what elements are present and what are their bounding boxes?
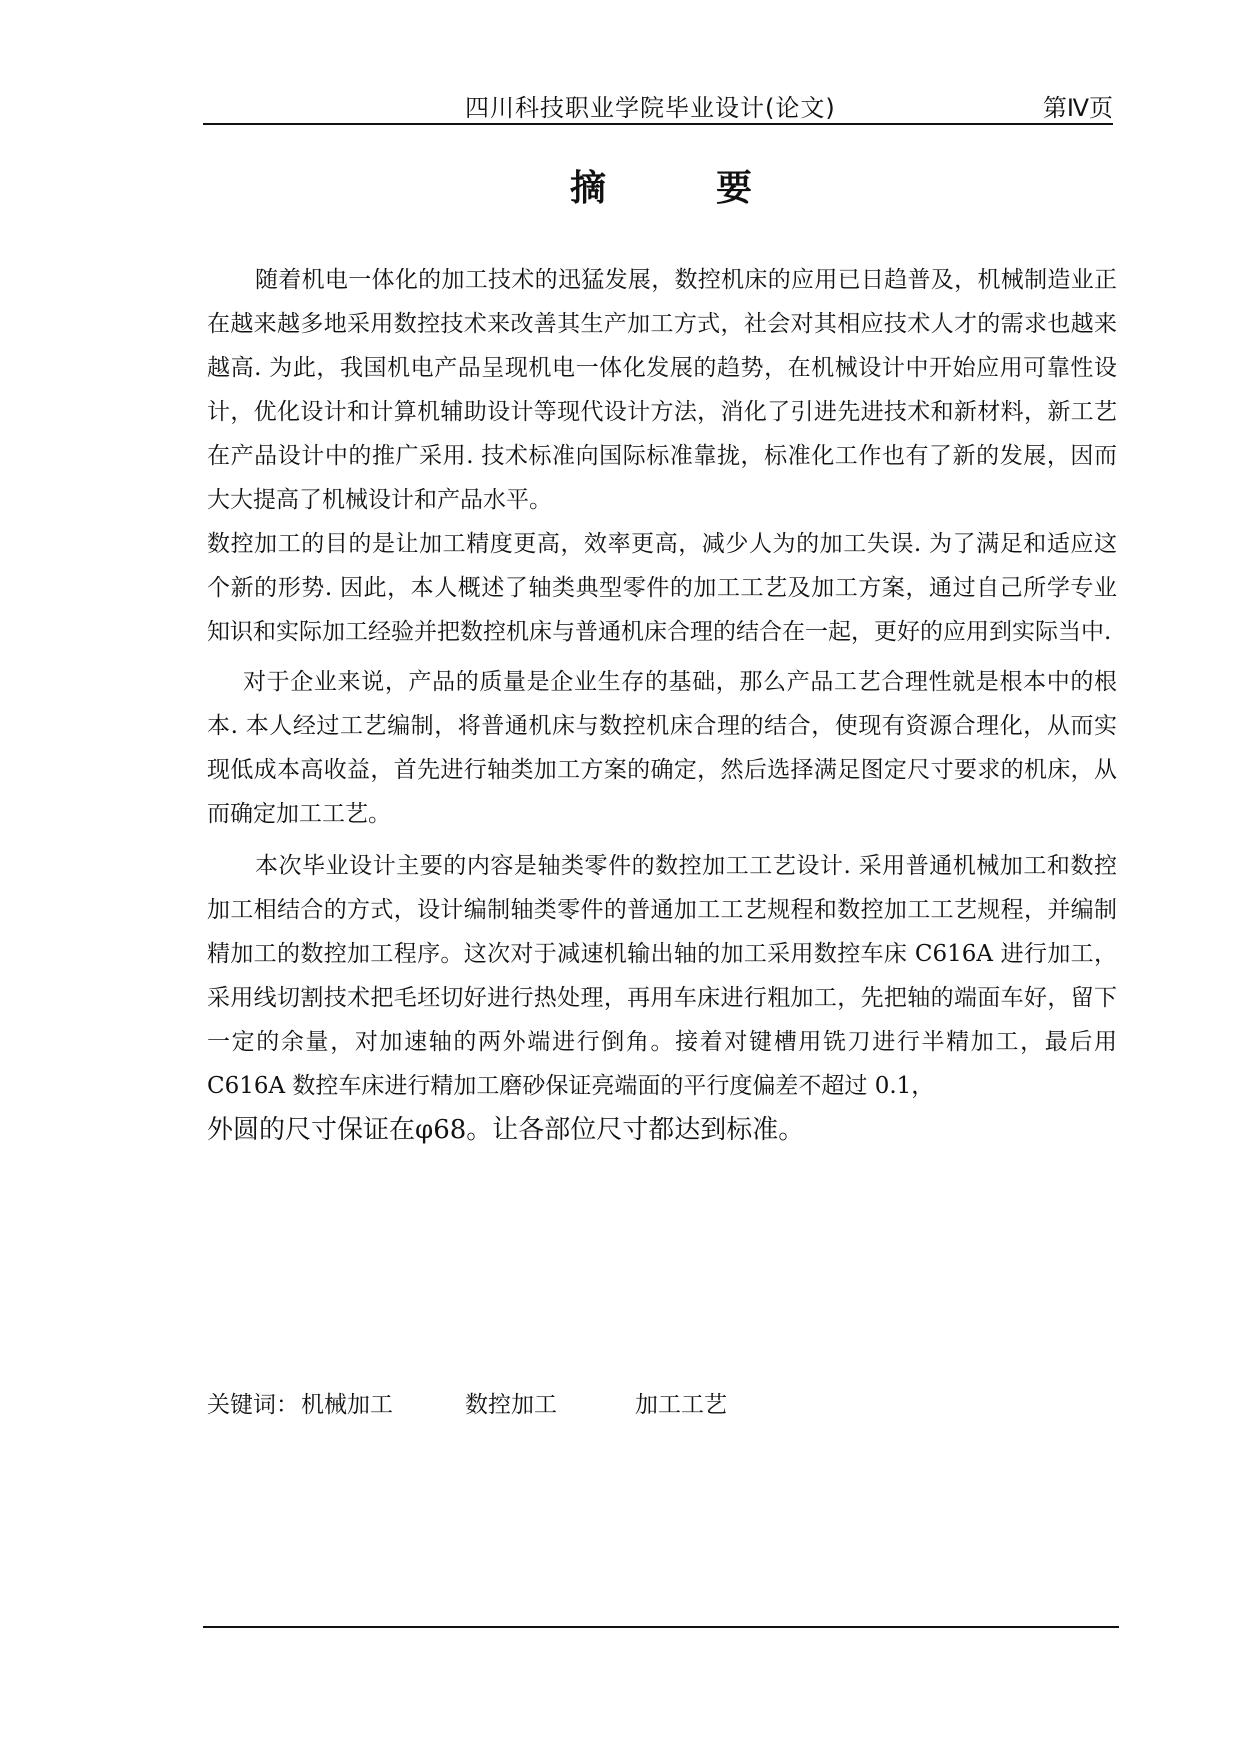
abstract-paragraph-3: 对于企业来说，产品的质量是企业生存的基础，那么产品工艺合理性就是根本中的根本. 本人经过工艺编制，将普通机床与数控机床合理的结合，使现有资源合理化，从而实现低成本高收益，首先进行轴类加工方案的确定，然后选择满足图定尺寸要求的机床，从而确定加工工艺。 <box>207 669 1117 827</box>
header-divider <box>203 123 1113 125</box>
abstract-title <box>570 160 752 211</box>
abstract-title-char-2: 要 <box>716 168 753 209</box>
keyword-item: 数控加工 <box>465 1392 557 1418</box>
keyword-item: 机械加工 <box>301 1392 393 1418</box>
abstract-body <box>207 258 1117 1152</box>
header-page-number: 第Ⅳ页 <box>1042 94 1113 122</box>
abstract-paragraph-4: 本次毕业设计主要的内容是轴类零件的数控加工工艺设计. 采用普通机械加工和数控加工相结合的方式，设计编制轴类零件的普通加工工艺规程和数控加工工艺规程，并编制精加工的数控加工程序。这次对于减速机输出轴的加工采用数控车床 C616A 进行加工，采用线切割技术把毛坯切好进行热处理，再用车床进行粗加工，先把轴的端面车好，留下一定的余量，对加速轴的两外端进行倒角。接着对键槽用铣刀进行半精加工，最后用 C616A 数控车床进行精加工磨砂保证亮端面的平行度偏差不超过 0.1， <box>207 853 1117 1099</box>
keywords-line <box>207 1386 727 1419</box>
page-header <box>203 84 1113 124</box>
keywords-label: 关键词： <box>207 1392 299 1418</box>
abstract-paragraph-2: 数控加工的目的是让加工精度更高，效率更高，减少人为的加工失误. 为了满足和适应这个新的形势. 因此，本人概述了轴类典型零件的加工工艺及加工方案，通过自己所学专业知识和实际加工经验并把数控机床与普通机床合理的结合在一起，更好的应用到实际当中. <box>207 531 1117 645</box>
header-title: 四川科技职业学院毕业设计(论文) <box>465 94 836 122</box>
abstract-paragraph-4-last-line: 外圆的尺寸保证在φ68。让各部位尺寸都达到标准。 <box>207 1115 805 1145</box>
keyword-item: 加工工艺 <box>635 1392 727 1418</box>
abstract-title-char-1: 摘 <box>570 168 607 209</box>
footer-divider <box>203 1626 1119 1628</box>
abstract-paragraph-1: 随着机电一体化的加工技术的迅猛发展，数控机床的应用已日趋普及，机械制造业正在越来越多地采用数控技术来改善其生产加工方式，社会对其相应技术人才的需求也越来越高. 为此，我国机电产品呈现机电一体化发展的趋势，在机械设计中开始应用可靠性设计，优化设计和计算机辅助设计等现代设计方法，消化了引进先进技术和新材料，新工艺在产品设计中的推广采用. 技术标准向国际标准靠拢，标准化工作也有了新的发展，因而大大提高了机械设计和产品水平。 <box>207 267 1117 513</box>
